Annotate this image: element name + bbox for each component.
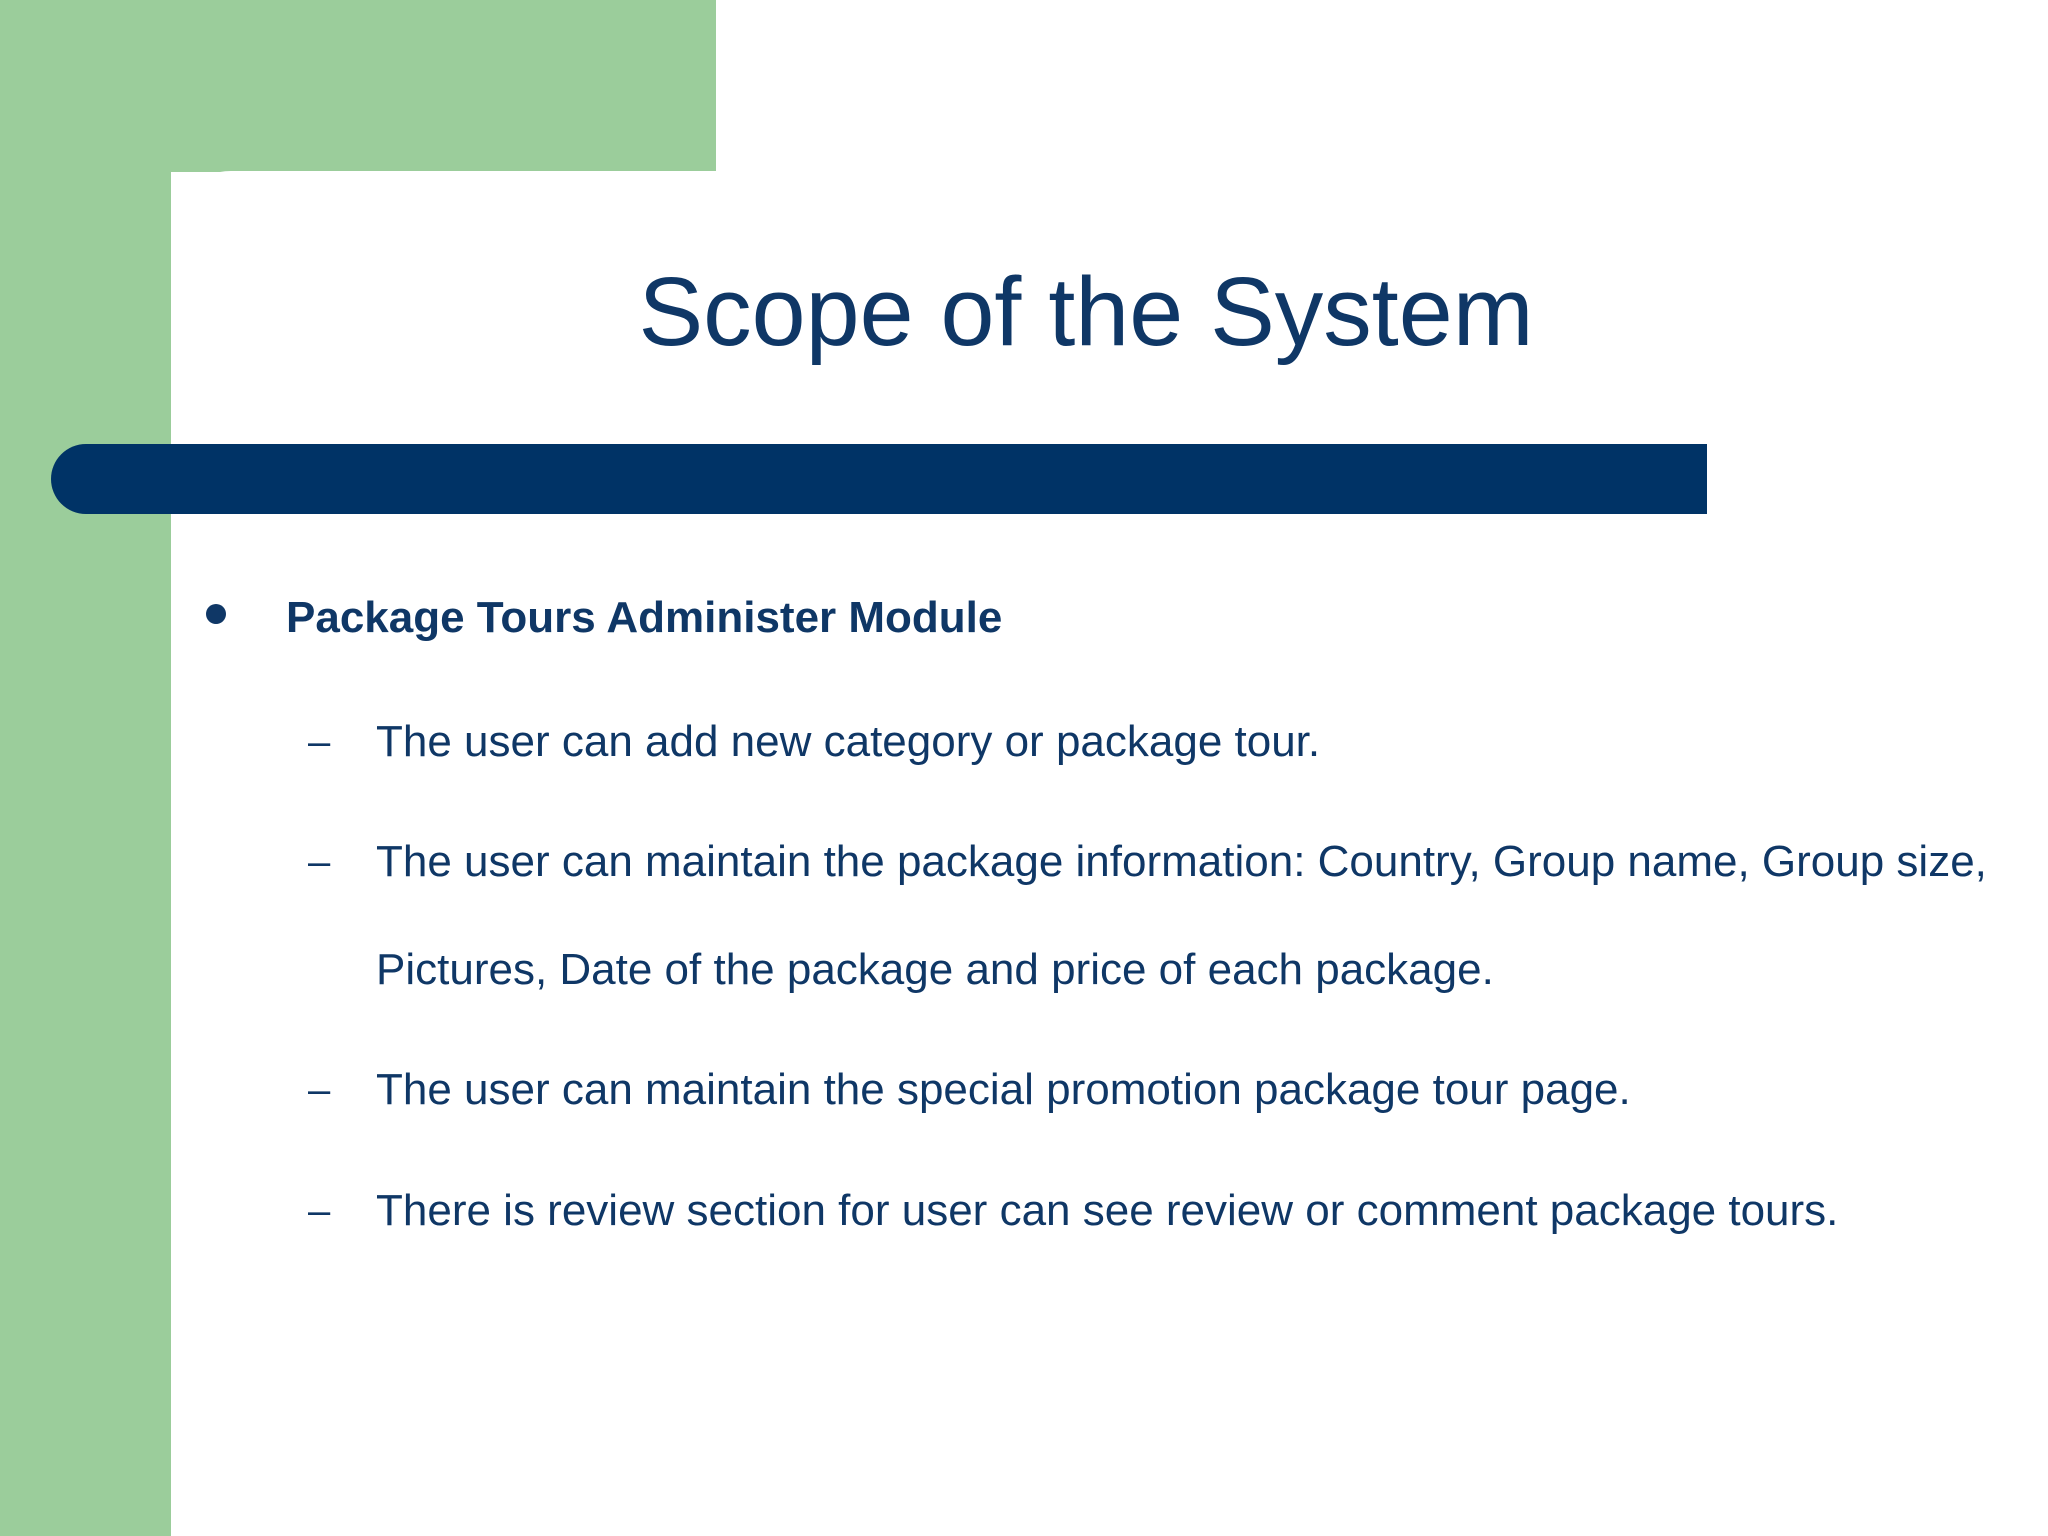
slide-title: Scope of the System [638, 257, 1534, 366]
dash-icon: – [308, 1068, 331, 1112]
sub-bullet-text: There is review section for user can see review or comment package tours. [376, 1186, 1839, 1235]
sub-bullet-text: The user can maintain the special promotion package tour page. [376, 1065, 1631, 1114]
bullet-dot-icon [206, 604, 226, 624]
dash-icon: – [308, 840, 331, 884]
bullet-heading: Package Tours Administer Module [286, 593, 1003, 642]
dash-icon: – [308, 1189, 331, 1233]
sub-bullet-text: The user can add new category or package tour. [376, 717, 1321, 766]
sub-bullet-text: The user can maintain the package information: Country, Group name, Group size, Pictures, Date of the package and price of each package. [376, 837, 1987, 994]
dash-icon: – [308, 720, 331, 764]
